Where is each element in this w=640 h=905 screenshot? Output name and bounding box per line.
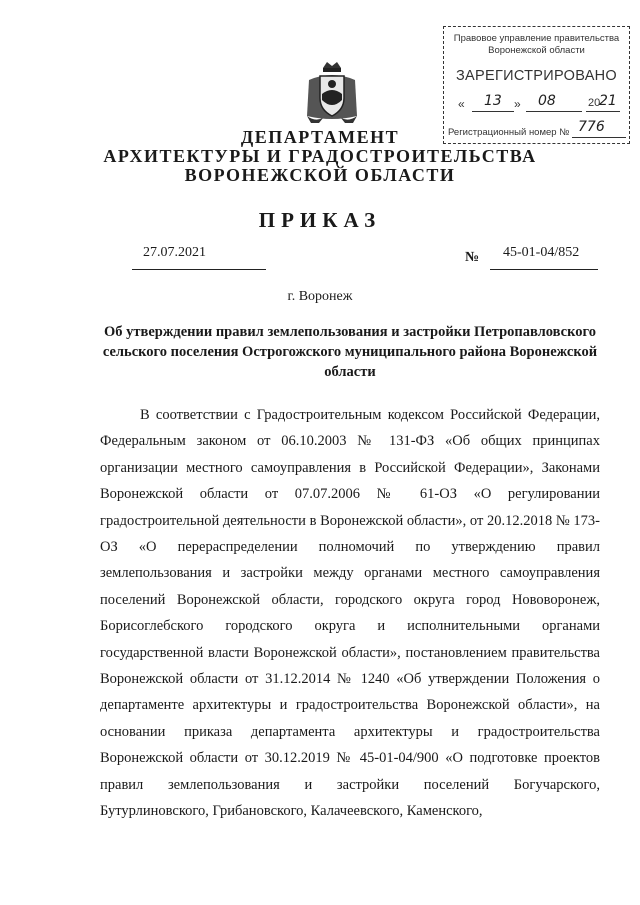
- stamp-day: 13: [484, 93, 502, 109]
- stamp-year-underline: [586, 111, 620, 112]
- coat-of-arms-icon: [305, 60, 359, 124]
- department-line2: АРХИТЕКТУРЫ И ГРАДОСТРОИТЕЛЬСТВА: [103, 146, 537, 166]
- order-number-underline: [490, 269, 598, 270]
- department-line3: ВОРОНЕЖСКОЙ ОБЛАСТИ: [184, 165, 456, 185]
- order-date: 27.07.2021: [143, 245, 206, 260]
- stamp-number-label: Регистрационный номер №: [448, 127, 570, 138]
- stamp-registered-label: ЗАРЕГИСТРИРОВАНО: [455, 68, 618, 84]
- stamp-date-row: [444, 93, 629, 115]
- department-line1: ДЕПАРТАМЕНТ: [240, 127, 400, 147]
- order-number-sign: №: [465, 250, 480, 265]
- order-subject: Об утверждении правил землепользования и застройки Петропавловского сельского поселения Острогожского муниципального района Воронежской области: [102, 324, 598, 380]
- order-number: 45-01-04/852: [503, 245, 580, 260]
- order-title: ПРИКАЗ: [258, 208, 382, 232]
- stamp-day-underline: [472, 111, 514, 112]
- order-city: г. Воронеж: [287, 289, 353, 304]
- stamp-year-suffix: 21: [599, 93, 617, 109]
- stamp-number: 776: [578, 119, 605, 135]
- stamp-org-line2: Воронежской области: [488, 45, 585, 56]
- order-body-paragraph: В соответствии с Градостроительным кодексом Российской Федерации, Федеральным законом от 06.10.2003 № 131-ФЗ «Об общих принципах организации местного самоуправления в Российской Федерации», Законами Воронежской области от 07.07.2006 № 61-ОЗ «О регулировании градостроительной деятельности в Воронежской области», от 20.12.2018 № 173-ОЗ «О перераспределении полномочий по утверждению правил землепользования и застройки между органами местного самоуправления поселений Воронежской области, городского округа город Нововоронеж, Борисоглебского городского округа и исполнительными органами государственной власти Воронежской области», постановлением правительства Воронежской области от 31.12.2014 № 1240 «Об утверждении Положения о департаменте архитектуры и градостроительства Воронежской области», на основании приказа департамента архитектуры и градостроительства Воронежской области от 30.12.2019 № 45-01-04/900 «О подготовке проектов правил землепользования и застройки поселений Богучарского, Бутурлиновского, Грибановского, Калачеевского, Каменского,: [100, 407, 600, 820]
- stamp-quote-close: »: [514, 97, 521, 111]
- stamp-org-line1: Правовое управление правительства: [453, 33, 620, 44]
- stamp-year-prefix: 20: [588, 97, 601, 109]
- stamp-month: 08: [538, 93, 556, 109]
- stamp-month-underline: [526, 111, 582, 112]
- stamp-quote-open: «: [458, 97, 465, 111]
- order-date-underline: [132, 269, 266, 270]
